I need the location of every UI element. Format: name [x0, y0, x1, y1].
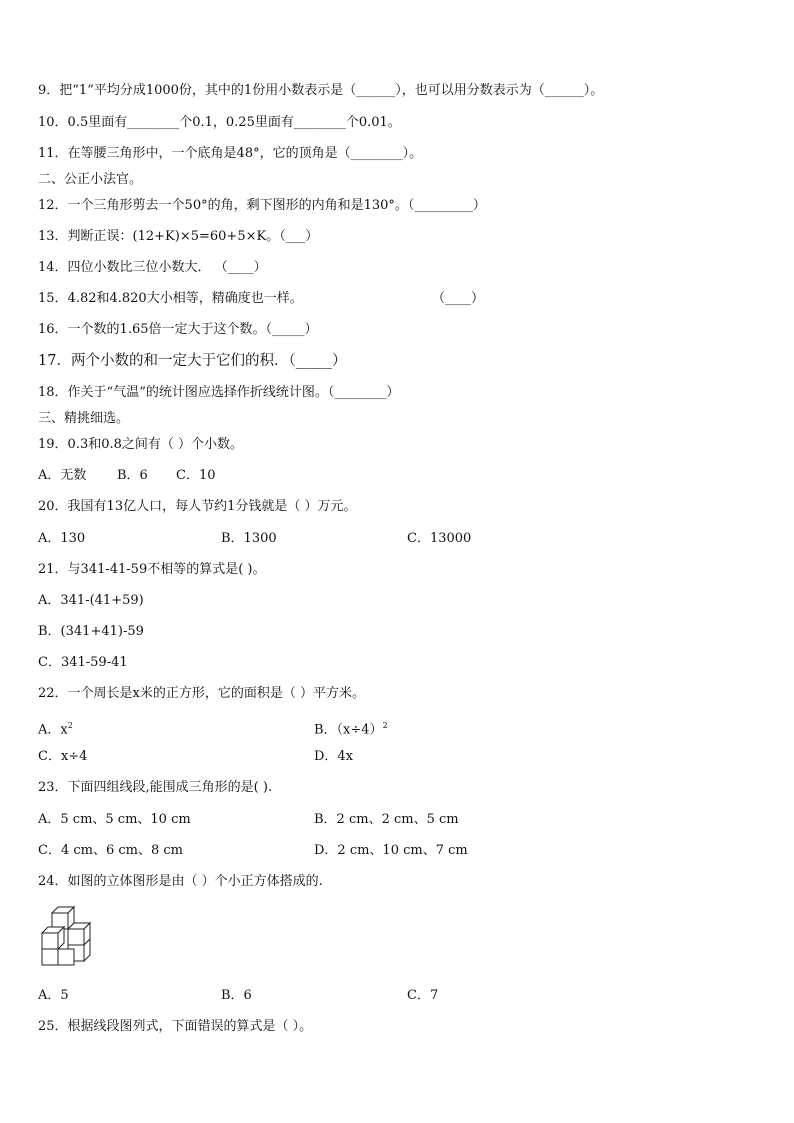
question-13: 13．判断正误：(12+K)×5=60+5×K。（___）	[38, 229, 319, 244]
q22-option-b-exponent: 2	[382, 721, 388, 730]
q23-option-d: D．2 cm、10 cm、7 cm	[314, 843, 468, 858]
stacked-cubes-figure	[40, 905, 92, 973]
question-11: 11．在等腰三角形中，一个底角是48°，它的顶角是（________）。	[38, 146, 423, 161]
q24-option-c: C．7	[407, 988, 439, 1003]
question-19: 19．0.3和0.8之间有（ ）个小数。	[38, 437, 244, 452]
q22-option-a-exponent: 2	[67, 721, 73, 730]
question-22: 22．一个周长是x米的正方形，它的面积是（ ）平方米。	[38, 686, 366, 701]
cube-front-face	[42, 933, 58, 949]
q23-option-a: A．5 cm、5 cm、10 cm	[38, 812, 191, 827]
q21-option-c: C．341-59-41	[38, 655, 128, 670]
section-heading-choice: 三、精挑细选。	[38, 411, 130, 426]
question-16: 16．一个数的1.65倍一定大于这个数。（_____）	[38, 322, 318, 337]
question-14: 14．四位小数比三位小数大． （____）	[38, 260, 267, 275]
cube-front-face	[58, 949, 74, 965]
q22-option-b	[314, 718, 388, 738]
question-25: 25．根据线段图列式，下面错误的算式是（ ）。	[38, 1019, 313, 1034]
q24-option-b: B．6	[221, 988, 252, 1003]
question-17: 17．两个小数的和一定大于它们的积．（_____）	[38, 353, 347, 369]
q20-option-a: A．130	[38, 531, 86, 546]
q22-option-a-text: A．x	[38, 722, 68, 738]
q19-option-b: B．6	[117, 468, 148, 483]
cube-front-face	[68, 929, 84, 945]
q22-option-a	[38, 718, 73, 738]
question-12: 12．一个三角形剪去一个50°的角，剩下图形的内角和是130°。（_________）	[38, 198, 486, 213]
question-15: 15．4.82和4.820大小相等，精确度也一样。	[38, 291, 303, 306]
q22-option-d: D．4x	[314, 749, 354, 764]
cube-front-face	[42, 949, 58, 965]
question-18: 18．作关于“气温”的统计图应选择作折线统计图。（________）	[38, 385, 400, 400]
q20-option-b: B．1300	[221, 531, 277, 546]
q21-option-a: A．341-(41+59)	[38, 593, 144, 608]
q19-option-a: A．无数	[38, 468, 87, 483]
question-23: 23．下面四组线段,能围成三角形的是( ).	[38, 780, 273, 795]
q24-option-a: A．5	[38, 988, 69, 1003]
question-21: 21．与341-41-59不相等的算式是( )。	[38, 562, 266, 577]
q19-option-c: C．10	[176, 468, 216, 483]
q23-option-b: B．2 cm、2 cm、5 cm	[314, 812, 459, 827]
q23-option-c: C．4 cm、6 cm、8 cm	[38, 843, 183, 858]
question-10: 10．0.5里面有________个0.1，0.25里面有________个0.01。	[38, 115, 401, 130]
q21-option-b: B．(341+41)-59	[38, 624, 144, 639]
section-heading-judge: 二、公正小法官。	[38, 172, 143, 187]
question-9: 9．把“1”平均分成1000份，其中的1份用小数表示是（______），也可以用分数表示为（______）。	[38, 83, 604, 98]
question-24: 24．如图的立体图形是由（ ）个小正方体搭成的.	[38, 874, 323, 889]
question-20: 20．我国有13亿人口，每人节约1分钱就是（ ）万元。	[38, 499, 357, 514]
q22-option-b-text: B．（x÷4）	[314, 722, 383, 738]
q22-option-c: C．x÷4	[38, 749, 88, 764]
question-15-blank: （____）	[432, 291, 485, 306]
q20-option-c: C．13000	[407, 531, 472, 546]
